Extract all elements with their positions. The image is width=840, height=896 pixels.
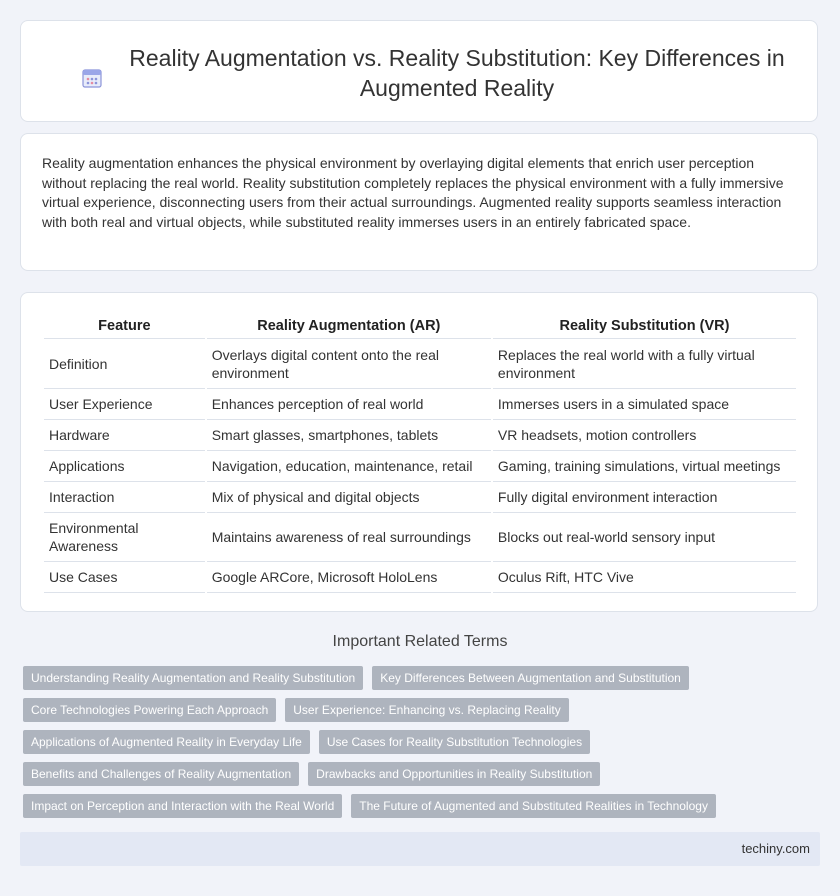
table-row bbox=[44, 420, 796, 451]
table-cell: Definition bbox=[44, 339, 205, 389]
site-name[interactable]: techiny.com bbox=[741, 841, 810, 856]
page-title: Reality Augmentation vs. Reality Substitution: Key Differences in Augmented Reality bbox=[129, 45, 785, 101]
related-term-tag[interactable]: Drawbacks and Opportunities in Reality Substitution bbox=[308, 762, 600, 786]
table-row bbox=[44, 513, 796, 562]
table-cell: Google ARCore, Microsoft HoloLens bbox=[207, 562, 491, 593]
table-cell: Immerses users in a simulated space bbox=[493, 389, 796, 420]
header-feature: Feature bbox=[44, 314, 205, 339]
table-cell: Smart glasses, smartphones, tablets bbox=[207, 420, 491, 451]
related-term-tag[interactable]: Impact on Perception and Interaction with the Real World bbox=[23, 794, 342, 818]
comparison-table bbox=[42, 314, 798, 593]
related-term-tag[interactable]: The Future of Augmented and Substituted Realities in Technology bbox=[351, 794, 716, 818]
tag-row bbox=[23, 666, 689, 690]
table-cell: Applications bbox=[44, 451, 205, 482]
related-term-tag[interactable]: Understanding Reality Augmentation and Reality Substitution bbox=[23, 666, 363, 690]
related-term-tag[interactable]: Core Technologies Powering Each Approach bbox=[23, 698, 276, 722]
related-term-tag[interactable]: Benefits and Challenges of Reality Augmentation bbox=[23, 762, 299, 786]
related-term-tag[interactable]: User Experience: Enhancing vs. Replacing Reality bbox=[285, 698, 568, 722]
tag-row bbox=[23, 698, 569, 722]
table-cell: Environmental Awareness bbox=[44, 513, 205, 562]
table-cell: Gaming, training simulations, virtual meetings bbox=[493, 451, 796, 482]
header-ar: Reality Augmentation (AR) bbox=[207, 314, 491, 339]
comparison-card bbox=[20, 292, 818, 612]
related-term-tag[interactable]: Applications of Augmented Reality in Everyday Life bbox=[23, 730, 310, 754]
tag-row bbox=[23, 762, 600, 786]
table-cell: Replaces the real world with a fully virtual environment bbox=[493, 339, 796, 389]
table-cell: Enhances perception of real world bbox=[207, 389, 491, 420]
tag-row bbox=[23, 794, 716, 818]
footer-bar bbox=[20, 832, 820, 866]
table-cell: Maintains awareness of real surroundings bbox=[207, 513, 491, 562]
intro-card bbox=[20, 133, 818, 271]
table-cell: User Experience bbox=[44, 389, 205, 420]
table-cell: Navigation, education, maintenance, retail bbox=[207, 451, 491, 482]
table-row bbox=[44, 339, 796, 389]
related-term-tag[interactable]: Use Cases for Reality Substitution Technologies bbox=[319, 730, 590, 754]
table-cell: Use Cases bbox=[44, 562, 205, 593]
table-cell: Oculus Rift, HTC Vive bbox=[493, 562, 796, 593]
table-row bbox=[44, 482, 796, 513]
intro-paragraph: Reality augmentation enhances the physical environment by overlaying digital elements that enrich user perception without replacing the real world. Reality substitution completely replaces the physical environment with a fully immersive virtual experience, disconnecting users from their actual surroundings. Augmented reality supports seamless interaction with both real and virtual objects, while substituted reality immerses users in an entirely fabricated space. bbox=[42, 155, 784, 230]
related-term-tag[interactable]: Key Differences Between Augmentation and Substitution bbox=[372, 666, 689, 690]
table-cell: Interaction bbox=[44, 482, 205, 513]
table-cell: Mix of physical and digital objects bbox=[207, 482, 491, 513]
tag-row bbox=[23, 730, 590, 754]
table-row bbox=[44, 451, 796, 482]
table-row bbox=[44, 389, 796, 420]
table-cell: Blocks out real-world sensory input bbox=[493, 513, 796, 562]
related-terms-heading: Important Related Terms bbox=[332, 633, 508, 650]
table-cell: Hardware bbox=[44, 420, 205, 451]
table-cell: Fully digital environment interaction bbox=[493, 482, 796, 513]
table-cell: VR headsets, motion controllers bbox=[493, 420, 796, 451]
table-row bbox=[44, 562, 796, 593]
table-cell: Overlays digital content onto the real environment bbox=[207, 339, 491, 389]
header-vr: Reality Substitution (VR) bbox=[493, 314, 796, 339]
table-header-row bbox=[44, 314, 796, 339]
